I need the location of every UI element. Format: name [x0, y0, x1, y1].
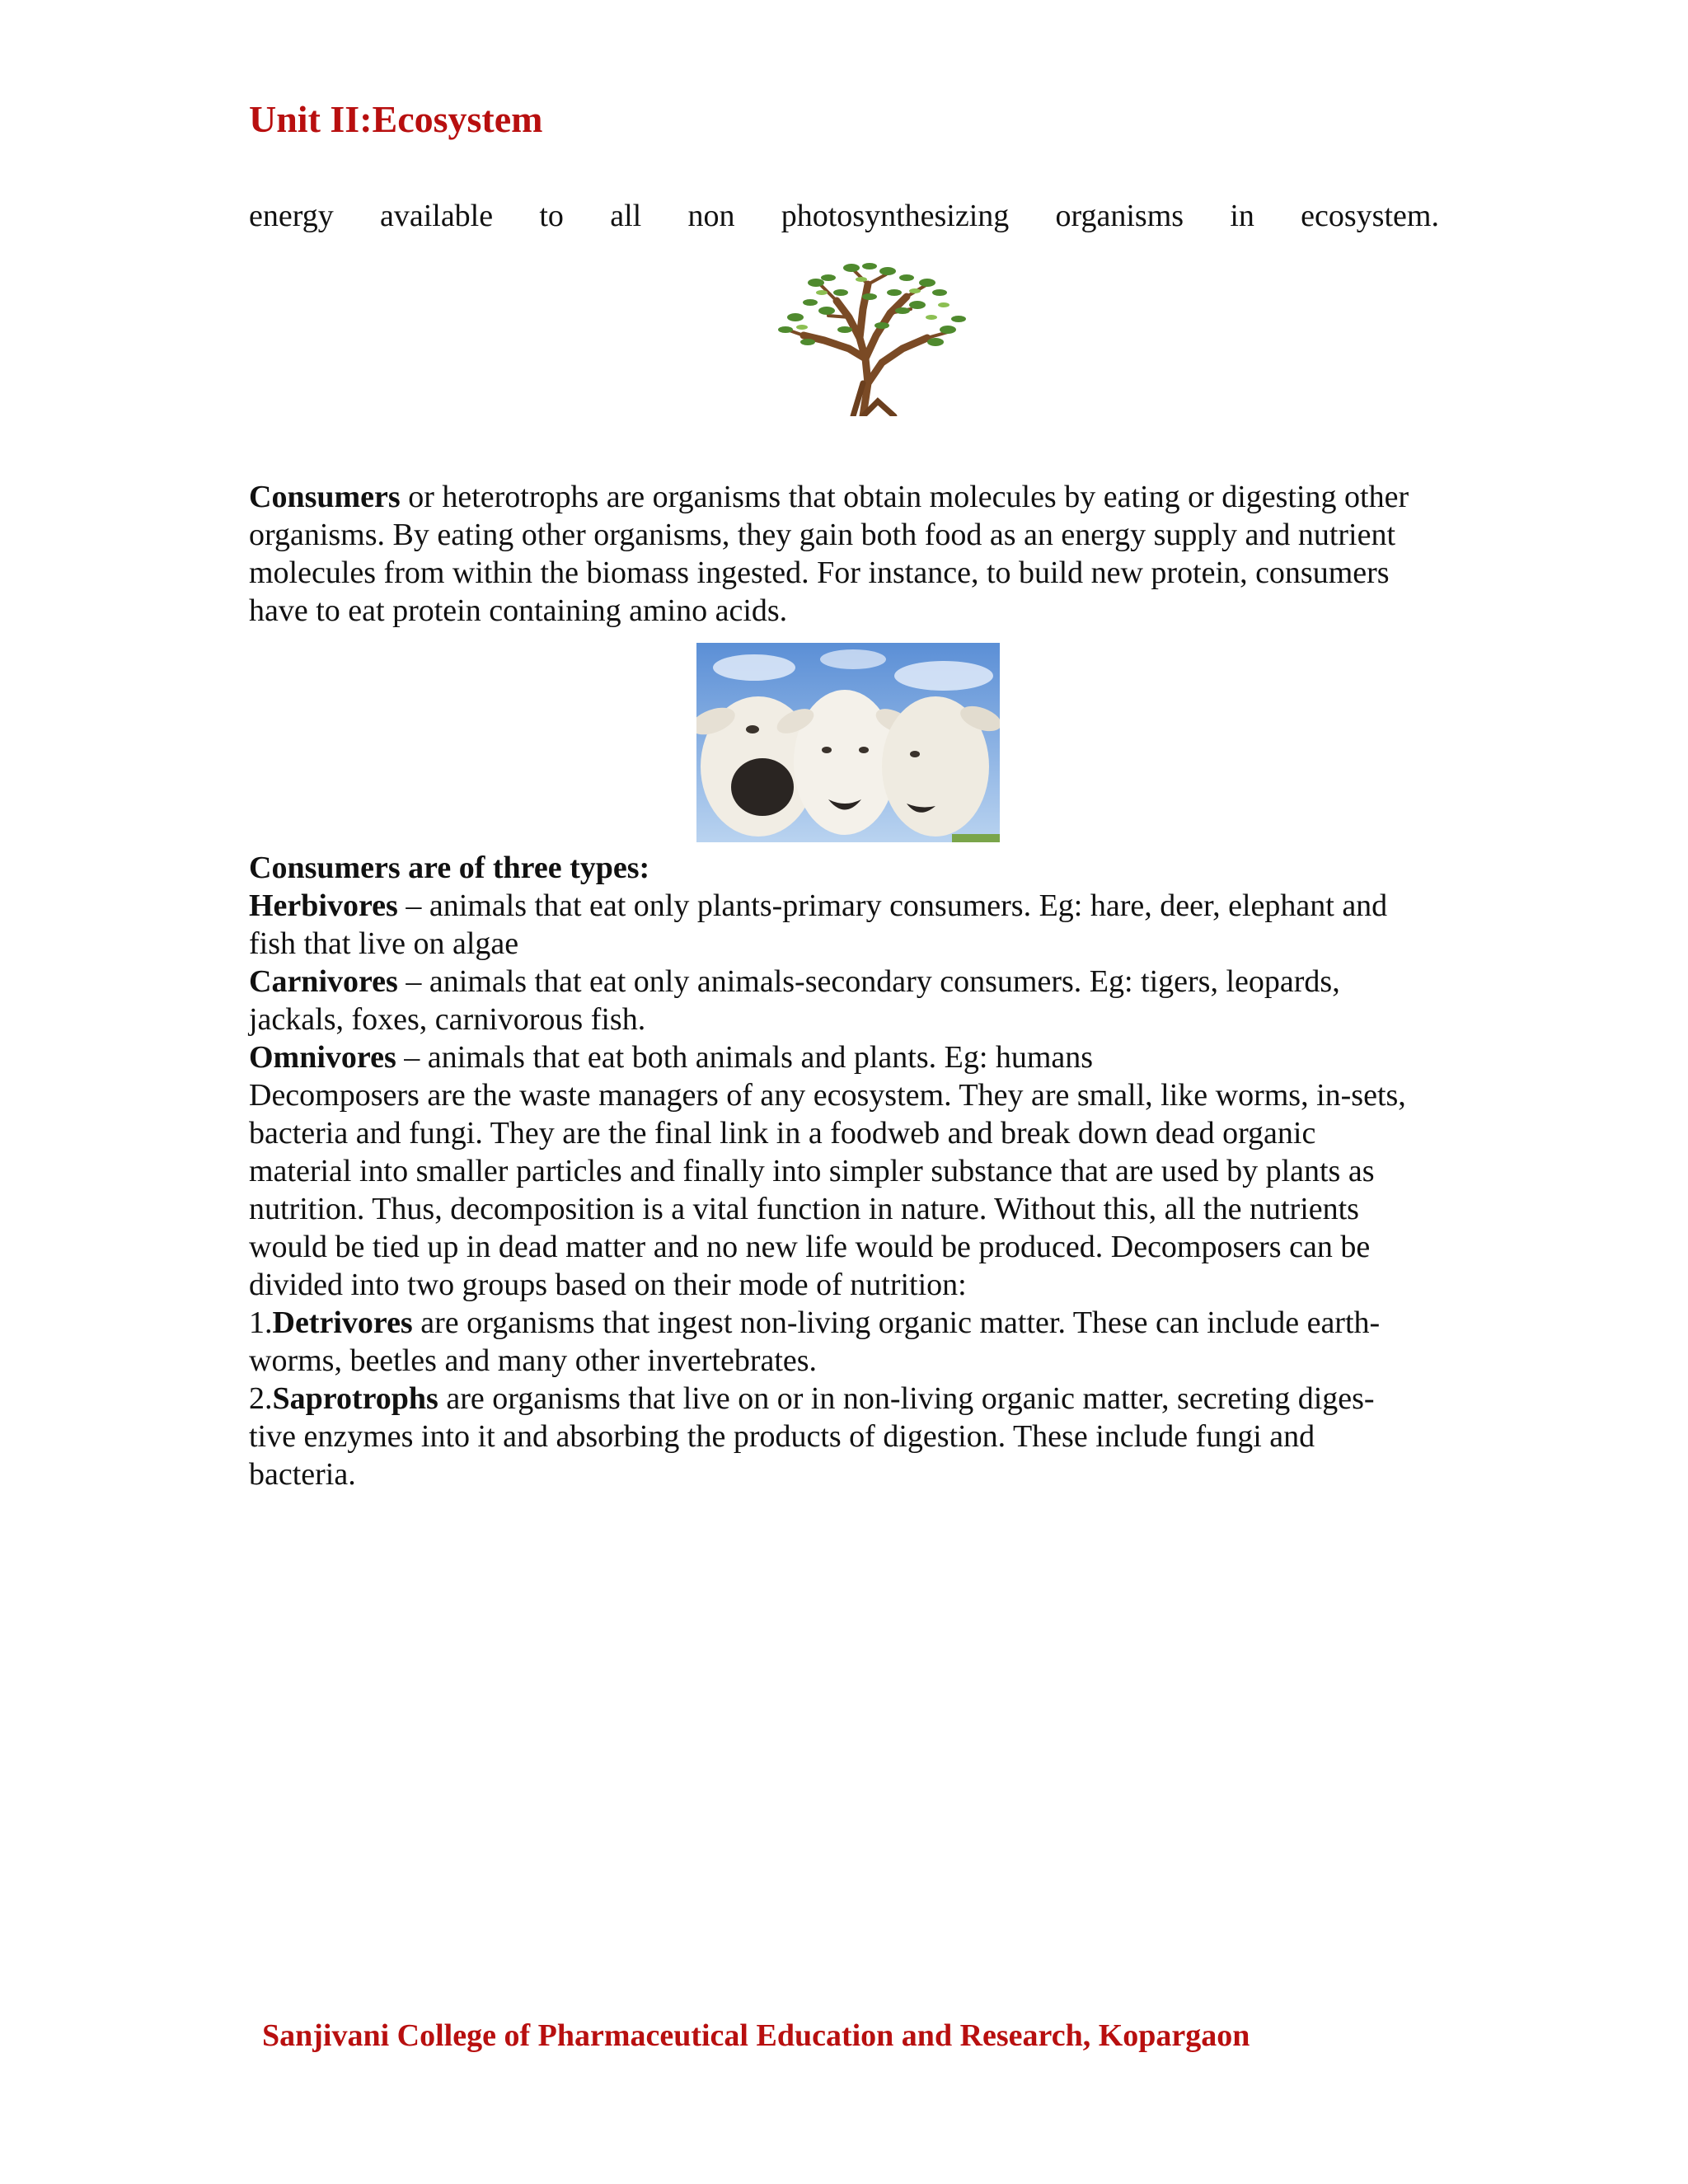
intro-word: ecosystem.: [1301, 199, 1439, 233]
consumers-paragraph: [249, 478, 1419, 630]
omnivores-item: [249, 1038, 1419, 1076]
intro-word: organisms: [1055, 199, 1184, 233]
tree-image: [771, 260, 973, 416]
herbivores-text: – animals that eat only plants-primary consumers. Eg: hare, deer, elephant and fish that live on algae: [249, 888, 1388, 961]
detrivores-term: Detrivores: [272, 1305, 413, 1340]
intro-word: photosynthesizing: [781, 199, 1010, 233]
saprotrophs-term: Saprotrophs: [272, 1381, 438, 1416]
saprotrophs-item: [249, 1380, 1419, 1493]
herbivores-term: Herbivores: [249, 888, 398, 923]
saprotrophs-text: are organisms that live on or in non-living organic matter, secreting diges-tive enzymes into it and absorbing the products of digestion. These include fungi and bacteria.: [249, 1381, 1375, 1492]
consumers-term: Consumers: [249, 480, 401, 514]
detrivores-text: are organisms that ingest non-living organic matter. These can include earth-worms, beetles and many other invertebrates.: [249, 1305, 1381, 1378]
intro-line: [249, 198, 1439, 234]
intro-word: available: [379, 199, 494, 233]
herbivores-item: [249, 887, 1419, 963]
carnivores-text: – animals that eat only animals-secondary consumers. Eg: tigers, leopards, jackals, foxes, carnivorous fish.: [249, 964, 1340, 1037]
omnivores-term: Omnivores: [249, 1040, 396, 1075]
intro-word: non: [687, 199, 735, 233]
decomposers-paragraph: Decomposers are the waste managers of any ecosystem. They are small, like worms, in-sets, bacteria and fungi. They are the final link in a foodweb and break down dead organic material into smaller particles and finally into simpler substance that are used by plants as nutrition. Thus, decomposition is a vital function in nature. Without this, all the nutrients would be tied up in dead matter and no new life would be produced. Decomposers can be divided into two groups based on their mode of nutrition:: [249, 1078, 1406, 1302]
detrivores-item: [249, 1304, 1419, 1380]
unit-title: Unit II:Ecosystem: [249, 98, 543, 140]
footer-institution: Sanjivani College of Pharmaceutical Education and Research, Kopargaon: [262, 2018, 1250, 2053]
detrivores-number: 1.: [249, 1305, 273, 1340]
carnivores-term: Carnivores: [249, 964, 398, 999]
omnivores-text: – animals that eat both animals and plants. Eg: humans: [396, 1040, 1094, 1075]
sheep-image: [696, 643, 1000, 842]
carnivores-item: [249, 963, 1419, 1038]
saprotrophs-number: 2.: [249, 1381, 273, 1416]
intro-word: to: [539, 199, 564, 233]
consumer-types: [249, 849, 1419, 1493]
intro-word: energy: [249, 199, 334, 233]
types-heading: Consumers are of three types:: [249, 851, 650, 885]
consumers-text: or heterotrophs are organisms that obtain molecules by eating or digesting other organisms. By eating other organisms, they gain both food as an energy supply and nutrient molecules from within the biomass ingested. For instance, to build new protein, consumers have to eat protein containing amino acids.: [249, 480, 1409, 628]
intro-word: in: [1230, 199, 1254, 233]
intro-word: all: [610, 199, 642, 233]
